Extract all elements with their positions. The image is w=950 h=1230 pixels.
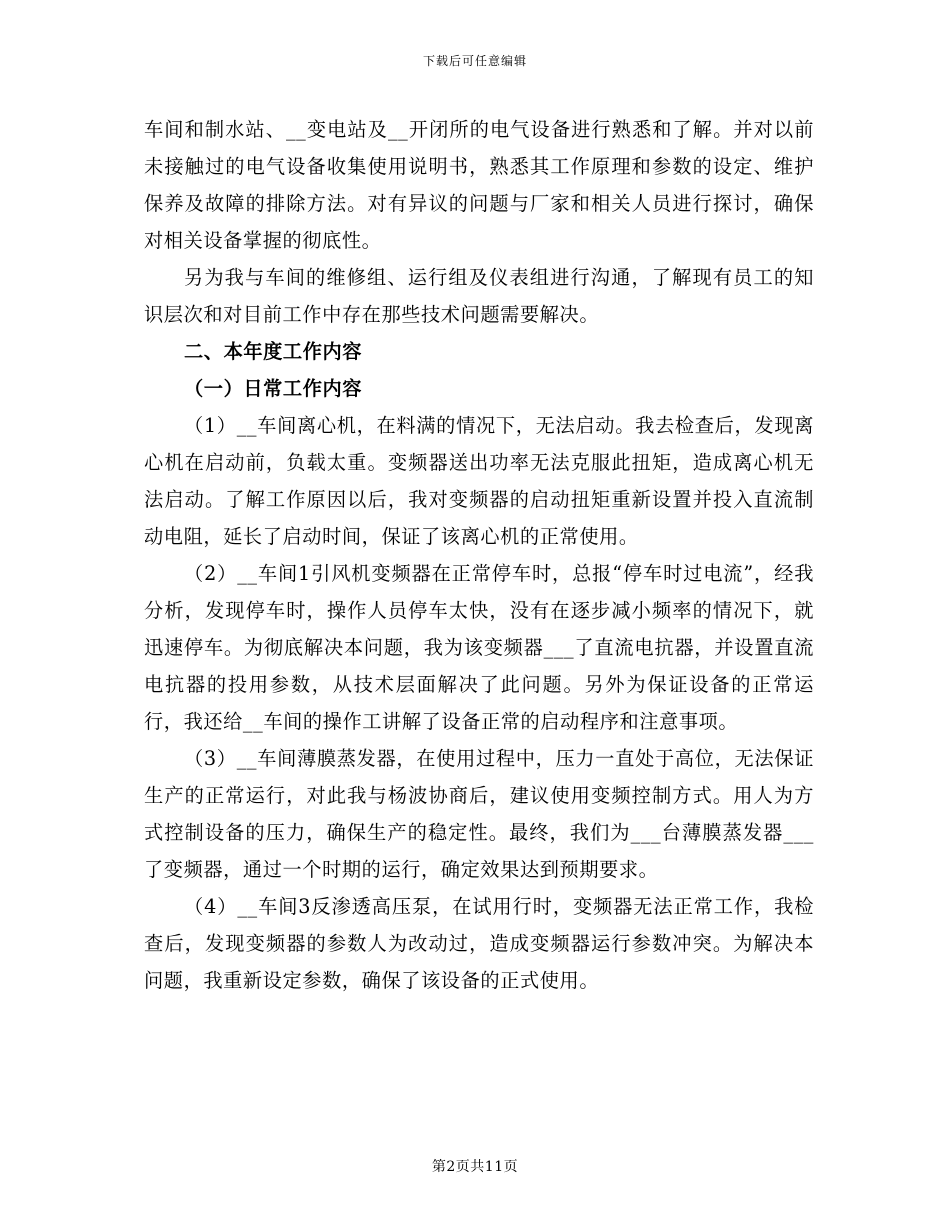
list-item-centrifuge: （1）__车间离心机，在料满的情况下，无法启动。我去检查后，发现离心机在启动前，负载太重。变频器送出功率无法克服此扭矩，造成离心机无法启动。了解工作原因以后，我对变频器的启动扭矩重新设置并投入直流制动电阻，延长了启动时间，保证了该离心机的正常使用。 [144, 414, 814, 548]
list-item-induced-draft-fan: （2）__车间1引风机变频器在正常停车时，总报“停车时过电流”，经我分析，发现停车时，操作人员停车太快，没有在逐步减小频率的情况下，就迅速停车。为彻底解决本问题，我为该变频器___了直流电抗器，并设置直流电抗器的投用参数，从技术层面解决了此问题。另外为保证设备的正常运行，我还给__车间的操作工讲解了设备正常的启动程序和注意事项。 [144, 562, 814, 733]
paragraph-equipment-familiarization: 车间和制水站、__变电站及__开闭所的电气设备进行熟悉和了解。并对以前未接触过的电气设备收集使用说明书，熟悉其工作原理和参数的设定、维护保养及故障的排除方法。对有异议的问题与厂家和相关人员进行探讨，确保对相关设备掌握的彻底性。 [144, 118, 814, 252]
list-item-film-evaporator: （3）__车间薄膜蒸发器，在使用过程中，压力一直处于高位，无法保证生产的正常运行，对此我与杨波协商后，建议使用变频控制方式。用人为方式控制设备的压力，确保生产的稳定性。最终，我们为___台薄膜蒸发器___了变频器，通过一个时期的运行，确定效果达到预期要求。 [144, 747, 814, 881]
document-body [144, 111, 814, 999]
page-header: 下载后可任意编辑 [422, 54, 527, 68]
list-item-ro-high-pressure-pump: （4）__车间3反渗透高压泵，在试用行时，变频器无法正常工作，我检查后，发现变频器的参数人为改动过，造成变频器运行参数冲突。为解决本问题，我重新设定参数，确保了该设备的正式使用。 [144, 895, 814, 992]
page-number: 第2页共11页 [431, 1159, 519, 1175]
subsection-heading: （一）日常工作内容 [184, 377, 363, 400]
paragraph-team-communication: 另为我与车间的维修组、运行组及仪表组进行沟通，了解现有员工的知识层次和对目前工作中存在那些技术问题需要解决。 [144, 266, 814, 326]
section-heading: 二、本年度工作内容 [184, 340, 363, 363]
